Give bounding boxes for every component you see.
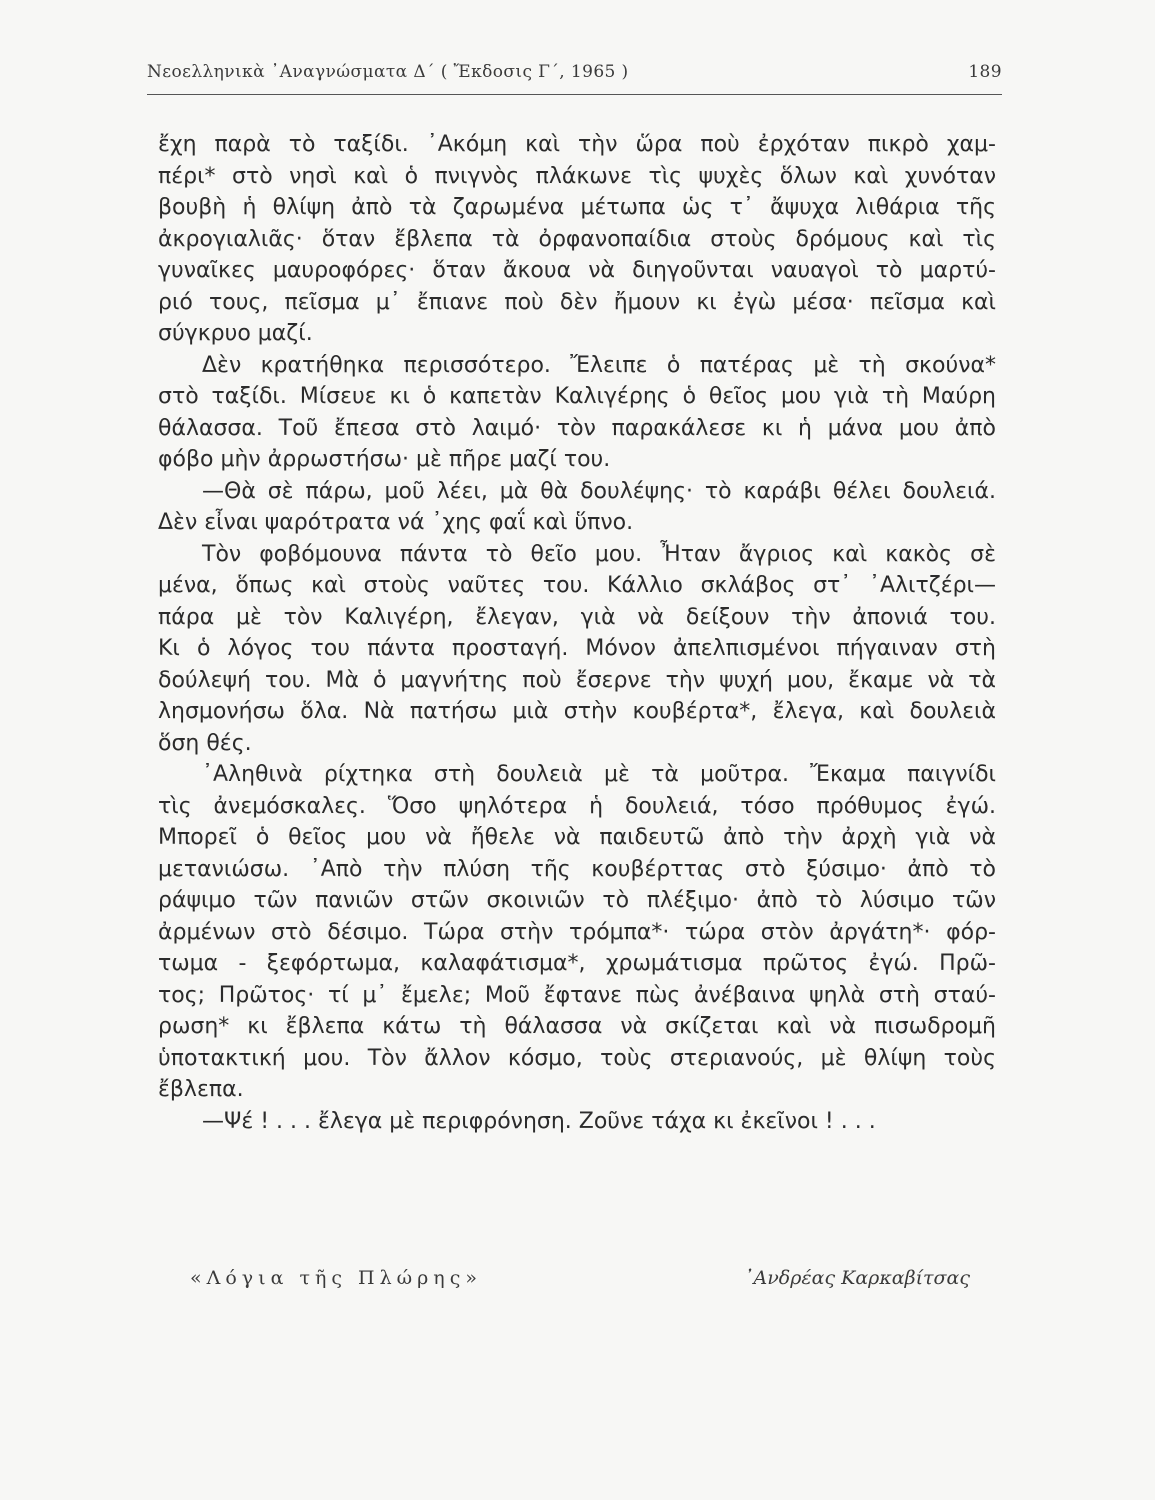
text-line: πάρα μὲ τὸν Καλιγέρη, ἔλεγαν, γιὰ νὰ δείξουν τὴν ἀπονιά του. xyxy=(158,604,996,630)
text-line: ὑποτακτική μου. Τὸν ἄλλον κόσμο, τοὺς στεριανούς, μὲ θλίψη τοὺς xyxy=(158,1045,996,1071)
text-line: μένα, ὅπως καὶ στοὺς ναῦτες του. Κάλλιο σκλάβος στ᾿ ᾿Αλιτζέρι— xyxy=(158,573,996,598)
body-text xyxy=(158,129,996,1137)
text-line: γυναῖκες μαυροφόρες· ὅταν ἄκουα νὰ διηγοῦνται ναυαγοὶ τὸ μαρτύ- xyxy=(158,258,996,283)
text-line: Δὲν κρατήθηκα περισσότερο. Ἔλειπε ὁ πατέρας μὲ τὴ σκούνα* xyxy=(202,352,996,378)
text-line: φόβο μὴν ἀρρωστήσω· μὲ πῆρε μαζί του. xyxy=(158,447,611,472)
text-line: —Ψέ ! . . . ἔλεγα μὲ περιφρόνηση. Ζοῦνε τάχα κι ἐκεῖνοι ! . . . xyxy=(202,1108,876,1134)
text-line: πέρι* στὸ νησὶ καὶ ὁ πνιγνὸς πλάκωνε τὶς ψυχὲς ὅλων καὶ χυνόταν xyxy=(158,163,996,189)
page-number: 189 xyxy=(968,62,1002,82)
text-line: τωμα - ξεφόρτωμα, καλαφάτισμα*, χρωμάτισμα πρῶτος ἐγώ. Πρῶ- xyxy=(158,951,996,976)
text-line: ἀρμένων στὸ δέσιμο. Τώρα στὴν τρόμπα*· τώρα στὸν ἀργάτη*· φόρ- xyxy=(158,919,996,945)
text-line: σύγκρυο μαζί. xyxy=(158,321,313,346)
text-line: Τὸν φοβόμουνα πάντα τὸ θεῖο μου. Ἦταν ἄγριος καὶ κακὸς σὲ xyxy=(202,541,996,567)
text-line: ἀκρογιαλιᾶς· ὅταν ἔβλεπα τὰ ὀρφανοπαίδια στοὺς δρόμους καὶ τὶς xyxy=(158,226,996,252)
text-line: ρωση* κι ἔβλεπα κάτω τὴ θάλασσα νὰ σκίζεται καὶ νὰ πισωδρομῆ xyxy=(158,1014,996,1039)
running-head-title: Νεοελληνικὰ ᾿Αναγνώσματα Δ΄ ( Ἔκδοσις Γ΄, 1965 ) xyxy=(147,62,629,82)
text-line: ριό τους, πεῖσμα μ᾿ ἔπιανε ποὺ δὲν ἤμουν κι ἐγὼ μέσα· πεῖσμα καὶ xyxy=(158,289,996,315)
text-line: τὶς ἀνεμόσκαλες. Ὅσο ψηλότερα ἡ δουλειά, τόσο πρόθυμος ἐγώ. xyxy=(158,793,996,819)
text-line: Μπορεῖ ὁ θεῖος μου νὰ ἤθελε νὰ παιδευτῶ ἀπὸ τὴν ἀρχὴ γιὰ νὰ xyxy=(158,825,996,850)
header-rule xyxy=(147,94,1002,95)
text-line: ᾿Αληθινὰ ρίχτηκα στὴ δουλειὰ μὲ τὰ μοῦτρα. Ἔκαμα παιγνίδι xyxy=(202,762,996,787)
text-line: δούλεψή του. Μὰ ὁ μαγνήτης ποὺ ἔσερνε τὴν ψυχή μου, ἔκαμε νὰ τὰ xyxy=(158,667,996,693)
attribution xyxy=(190,1267,970,1299)
text-line: θάλασσα. Τοῦ ἔπεσα στὸ λαιμό· τὸν παρακάλεσε κι ἡ μάνα μου ἀπὸ xyxy=(158,415,996,441)
text-line: —Θὰ σὲ πάρω, μοῦ λέει, μὰ θὰ δουλέψης· τὸ καράβι θέλει δουλειά. xyxy=(202,478,996,504)
text-line: ἔβλεπα. xyxy=(158,1077,244,1102)
text-line: ὅση θές. xyxy=(158,730,252,756)
text-line: στὸ ταξίδι. Μίσευε κι ὁ καπετὰν Καλιγέρης ὁ θεῖος μου γιὰ τὴ Μαύρη xyxy=(158,384,996,409)
source-title: «Λόγια τῆς Πλώρης» xyxy=(190,1267,482,1289)
text-line: ράψιμο τῶν πανιῶν στῶν σκοινιῶν τὸ πλέξιμο· ἀπὸ τὸ λύσιμο τῶν xyxy=(158,888,996,913)
text-line: τος; Πρῶτος· τί μ᾿ ἔμελε; Μοῦ ἔφτανε πὼς ἀνέβαινα ψηλὰ στὴ σταύ- xyxy=(158,982,996,1008)
text-line: ἔχη παρὰ τὸ ταξίδι. ᾿Ακόμη καὶ τὴν ὥρα ποὺ ἐρχόταν πικρὸ χαμ- xyxy=(158,132,996,157)
text-line: λησμονήσω ὅλα. Νὰ πατήσω μιὰ στὴν κουβέρτα*, ἔλεγα, καὶ δουλειὰ xyxy=(158,699,996,724)
text-line: Δὲν εἶναι ψαρότρατα νά ᾿χης φαΐ καὶ ὕπνο. xyxy=(158,510,634,535)
text-line: βουβὴ ἡ θλίψη ἀπὸ τὰ ζαρωμένα μέτωπα ὡς τ᾿ ἄψυχα λιθάρια τῆς xyxy=(158,195,996,220)
text-line: μετανιώσω. ᾿Απὸ τὴν πλύση τῆς κουβέρττας στὸ ξύσιμο· ἀπὸ τὸ xyxy=(158,856,996,882)
text-line: Κι ὁ λόγος του πάντα προσταγή. Μόνον ἀπελπισμένοι πήγαιναν στὴ xyxy=(158,636,996,661)
running-head xyxy=(147,62,1002,92)
author-name: ᾿Ανδρέας Καρκαβίτσας xyxy=(744,1267,970,1289)
